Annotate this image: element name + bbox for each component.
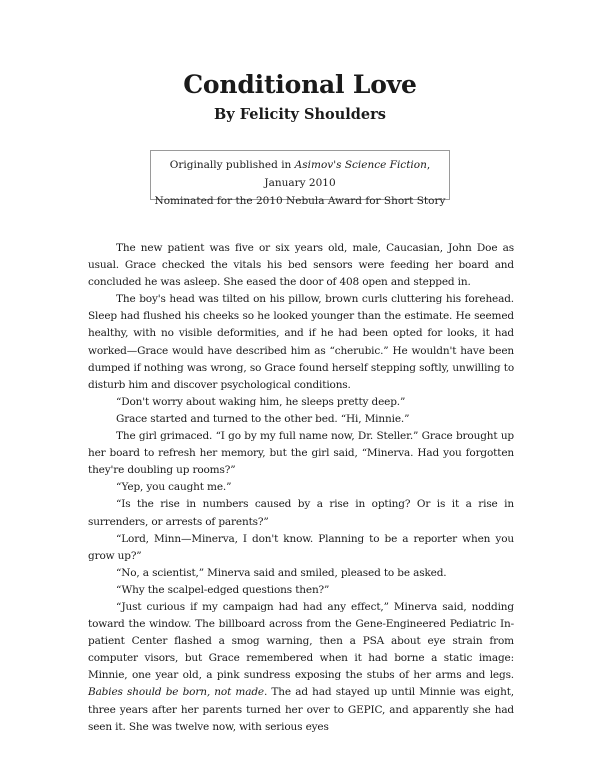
paragraph: The new patient was five or six years old, male, Caucasian, John Doe as usual. Grace checked the vitals his bed sensors were feeding her board and concluded he was asleep. She eased the door of 408 open and stepped in.	[88, 242, 514, 289]
publication-prefix: Originally published in	[169, 159, 295, 171]
paragraph: The girl grimaced. “I go by my full name now, Dr. Steller.” Grace brought up her board to refresh her memory, but the girl said, “Minerva. Had you forgotten they're doubling up rooms?”	[88, 430, 514, 477]
paragraph-text: “Just curious if my campaign had had any effect,” Minerva said, nodding toward the window. The billboard across from the Gene-Engineered Pediatric In-patient Center flashed a smog warning, then a PSA about eye strain from computer visors, but Grace remembered when it had borne a static image: Minnie, one year old, a pink sundress exposing the stubs of her arms and legs.	[88, 600, 514, 682]
award-nomination-line: Nominated for the 2010 Nebula Award for Short Story	[154, 195, 446, 207]
publication-line	[151, 156, 449, 192]
publication-date: , January 2010	[264, 159, 431, 189]
story-title: Conditional Love	[183, 70, 417, 99]
paragraph	[88, 599, 514, 736]
paragraph: Grace started and turned to the other bed. “Hi, Minnie.”	[116, 412, 410, 425]
magazine-name: Asimov's Science Fiction	[294, 159, 427, 171]
paragraph: “Is the rise in numbers caused by a rise in opting? Or is it a rise in surrenders, or arrests of parents?”	[88, 498, 514, 528]
paragraph: “No, a scientist,” Minerva said and smiled, pleased to be asked.	[116, 566, 447, 579]
paragraph: “Yep, you caught me.”	[116, 481, 232, 494]
paragraph-text: The ad had stayed up until Minnie was eight, three years after her parents turned her over to GEPIC, and apparently she had seen it. She was twelve now, with serious eyes	[88, 686, 514, 733]
paragraph: “Why the scalpel-edged questions then?”	[116, 583, 330, 596]
publication-info-box	[150, 150, 450, 207]
story-author: By Felicity Shoulders	[214, 106, 386, 123]
paragraph: “Don't worry about waking him, he sleeps pretty deep.”	[116, 395, 406, 408]
paragraph: “Lord, Minn—Minerva, I don't know. Planning to be a reporter when you grow up?”	[88, 532, 514, 562]
paragraph: The boy's head was tilted on his pillow, brown curls cluttering his forehead. Sleep had flushed his cheeks so he looked younger than the estimate. He seemed healthy, with no visible deformities, and if he had been opted for looks, it had worked—Grace would have described him as “cherubic.” He wouldn't have been dumped if nothing was wrong, so Grace found herself stepping softly, unwilling to disturb him and discover psychological conditions.	[88, 293, 514, 391]
story-body	[88, 240, 514, 736]
billboard-slogan: Babies should be born, not made.	[88, 686, 268, 699]
